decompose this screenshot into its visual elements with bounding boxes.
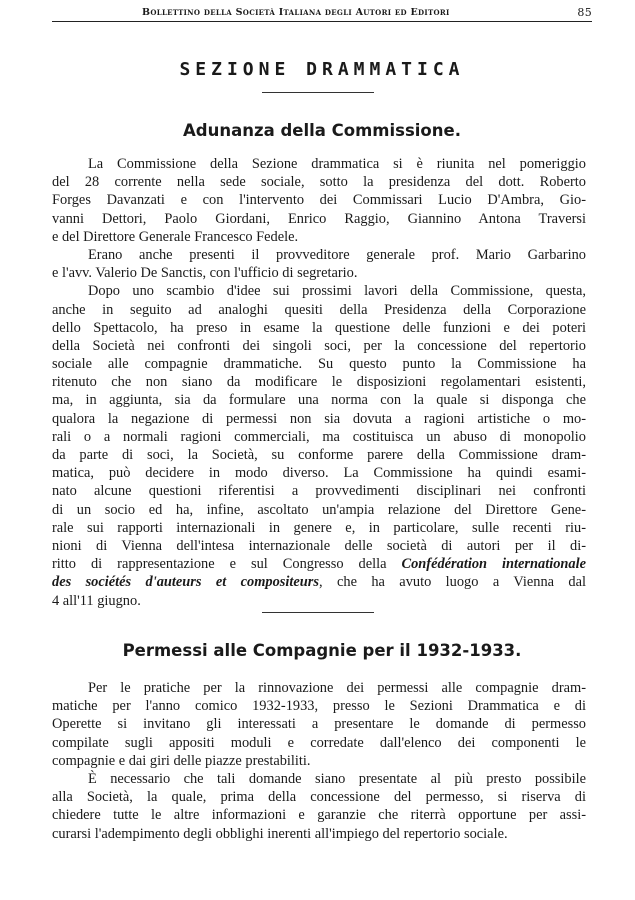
text-line: Erano anche presenti il provveditore generale prof. Mario Garbarino	[88, 246, 586, 263]
article-title-permessi: Permessi alle Compagnie per il 1932-1933.	[122, 641, 522, 660]
text-line: di un socio ed ha, infine, ascoltato un'ampia relazione del Direttore Gene-	[52, 501, 586, 518]
text-line: matiche per l'anno comico 1932-1933, presso le Sezioni Drammatica e di	[52, 698, 586, 715]
text-line: ma, in aggiunta, sia da formulare una norma con la quale si disponga che	[52, 392, 586, 409]
text-line: e del Direttore Generale Francesco Fedele.	[52, 228, 299, 245]
section-title-rule	[262, 92, 374, 93]
article-title-adunanza: Adunanza della Commissione.	[183, 121, 461, 140]
text-line: della Società nei confronti dei singoli soci, per la concessione del repertorio	[52, 337, 586, 354]
text-line: chiedere tutte le altre informazioni e garanzie che riterrà opportune per assi-	[52, 807, 586, 824]
text-line: Operette si invitano gli interessati a presentare le domande di permesso	[52, 716, 586, 733]
text-line: 4 all'11 giugno.	[52, 592, 141, 609]
italic-title: Confédération internationale	[401, 556, 587, 573]
text-line: nioni di Vienna dell'intesa internazionale delle società di autori per il di-	[52, 537, 586, 554]
text-line: qualora la negazione di permessi non sia dovuta a ragioni artistiche o mo-	[52, 410, 586, 427]
header-rule	[52, 21, 592, 22]
text-line: alla Società, la quale, prima della concessione del permesso, si riserva di	[52, 789, 586, 806]
text-span: ritto di rappresentazione e sul Congresso della	[52, 556, 402, 573]
article-separator-rule	[262, 612, 374, 613]
text-line: ritenuto che non siano da modificare le disposizioni regolamentari esistenti,	[52, 374, 586, 391]
text-line: Dopo uno scambio d'idee sui prossimi lavori della Commissione, questa,	[88, 283, 586, 300]
section-title: SEZIONE DRAMMATICA	[179, 59, 465, 80]
text-line: del 28 corrente nella sede sociale, sotto la presidenza del dott. Roberto	[52, 174, 586, 191]
text-line: È necessario che tali domande siano presentate al più presto possibile	[88, 770, 586, 787]
italic-title: des sociétés d'auteurs et compositeurs	[52, 574, 319, 591]
text-line: matica, può decidere in modo diverso. La Commissione ha quindi esami-	[52, 465, 586, 482]
page-number: 85	[577, 6, 592, 19]
text-line: La Commissione della Sezione drammatica si è riunita nel pomeriggio	[88, 156, 586, 172]
text-span: , che ha avuto luogo a Vienna dal	[319, 574, 586, 591]
text-line: e l'avv. Valerio De Sanctis, con l'ufficio di segretario.	[52, 265, 358, 282]
text-line: da parte di soci, la Società, su conforme parere della Commissione dram-	[52, 447, 586, 463]
text-line	[52, 555, 586, 573]
running-header	[52, 5, 592, 21]
text-line: compilate sugli appositi moduli e corredate dall'elenco dei componenti le	[52, 734, 586, 751]
text-line: Per le pratiche per la rinnovazione dei permessi alle compagnie dram-	[88, 680, 586, 696]
article-body-adunanza	[52, 155, 586, 610]
text-line: vanni Dettori, Paolo Giordani, Enrico Raggio, Giannino Antona Traversi	[52, 210, 586, 227]
text-line: rali o a normali ragioni commerciali, ma costituisca un abuso di monopolio	[52, 428, 586, 445]
text-line: rale sui rapporti internazionali in genere e, in particolare, sulle recenti riu-	[52, 519, 586, 536]
running-title: Bollettino della Società Italiana degli Autori ed Editori	[142, 7, 450, 18]
text-line: anche in seguito ad analoghi quesiti della Presidenza della Corporazione	[52, 301, 586, 318]
text-line: Forges Davanzati e con l'intervento dei Commissari Lucio D'Ambra, Gio-	[52, 192, 586, 209]
text-line: dello Spettacolo, ha preso in esame la questione delle funzioni e dei poteri	[52, 319, 586, 336]
article-body-permessi	[52, 679, 586, 843]
text-line	[52, 573, 586, 591]
text-line: compagnie e dai giri delle piazze prestabiliti.	[52, 752, 311, 769]
text-line: curarsi l'adempimento degli obblighi inerenti all'impiego del repertorio sociale.	[52, 825, 508, 842]
text-line: sociale alle compagnie drammatiche. Su questo punto la Commissione ha	[52, 356, 586, 373]
text-line: nato alcune questioni riferentisi a provvedimenti disciplinari nei confronti	[52, 483, 586, 500]
